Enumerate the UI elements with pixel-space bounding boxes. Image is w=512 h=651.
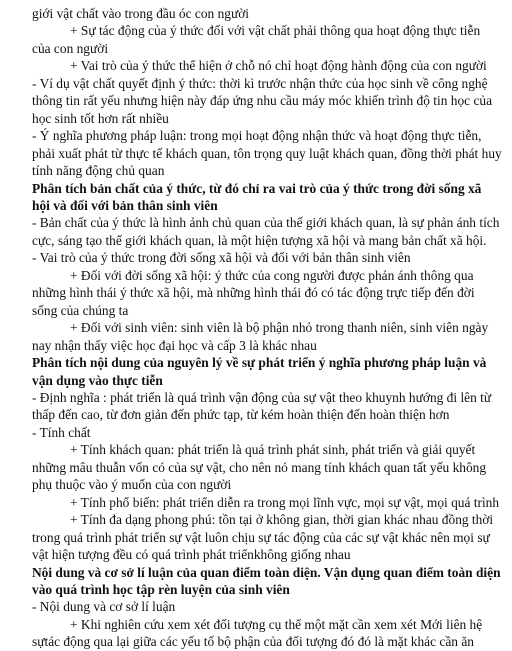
- paragraph: - Nội dung và cơ sở lí luận: [32, 599, 176, 615]
- section-heading: Phân tích bản chất của ý thức, từ đó chỉ ra vai trò của ý thức trong đời sống xã hội và đối với bản thân sinh viên: [32, 180, 482, 213]
- paragraph: - Tính chất: [32, 424, 91, 440]
- section-heading: Nội dung và cơ sở lí luận của quan điểm toàn diện. Vận dụng quan điểm toàn diện vào quá trình học tập rèn luyện của sinh viên: [32, 564, 501, 597]
- bullet-paragraph: + Tính khách quan: phát triển là quá trình phát sinh, phát triển và giải quyết những mâu thuẫn vốn có của sự vật, cho nên nó mang tính khách quan tất yếu không phụ thuộc vào ý muốn của con người: [32, 442, 487, 493]
- paragraph: - Bản chất của ý thức là hình ảnh chủ quan của thế giới khách quan, là sự phản ánh tích cực, sáng tạo thế giới khách quan, là một hiện tượng xã hội và mang bản chất xã hội.: [32, 215, 500, 248]
- paragraph: - Ví dụ vật chất quyết định ý thức: thời kì trước nhận thức của học sinh về công nghệ thông tin rất yếu nhưng hiện này đáp ứng nhu cầu máy móc khiến trình độ tin học của học sinh tốt hơn rất nhiều: [32, 75, 493, 126]
- bullet-paragraph: + Vai trò của ý thức thể hiện ở chỗ nó chỉ hoạt động hành động của con người: [70, 58, 487, 74]
- bullet-paragraph: + Đối với đời sống xã hội: ý thức của cong người được phản ánh thông qua những hình thái ý thức xã hội, mà những hình thái đó có tác động trực tiếp đến đời sống của chúng ta: [32, 267, 475, 318]
- bullet-paragraph: + Tính đa dạng phong phú: tồn tại ở không gian, thời gian khác nhau đồng thời trong quá trình phát triển sự vật luôn chịu sự tác động của các sự vật khác nên mọi sự vật hiện tượng đều có quá trình phát triểnkhông giống nhau: [32, 512, 494, 563]
- bullet-paragraph: + Sự tác động của ý thức đối với vật chất phải thông qua hoạt động thực tiễn của con người: [32, 23, 481, 56]
- paragraph: - Định nghĩa : phát triển là quá trình vận động của sự vật theo khuynh hướng đi lên từ thấp đến cao, từ đơn giản đến phức tạp, từ kém hoàn thiện đến hoàn thiện hơn: [32, 389, 492, 423]
- section-heading: Phân tích nội dung của nguyên lý về sự phát triển ý nghĩa phương pháp luận và vận dụng vào thực tiễn: [32, 355, 487, 388]
- paragraph: giới vật chất vào trong đầu óc con người: [32, 6, 250, 21]
- paragraph: - Ý nghĩa phương pháp luận: trong mọi hoạt động nhận thức và hoạt động thực tiễn, phải xuất phát từ thực tế khách quan, tôn trọng quy luật khách quan, đồng thời phát huy tính năng động chủ quan: [32, 128, 502, 179]
- document-body: [32, 5, 502, 651]
- paragraph: - Vai trò của ý thức trong đời sống xã hội và đối với bản thân sinh viên: [32, 250, 411, 266]
- bullet-paragraph: + Khi nghiên cứu xem xét đối tượng cụ thể một mặt cần xem xét Mới liên hệ sựtác động qua lại giữa các yếu tố bộ phận của đối tượng đó đó là mặt khác cần ăn: [32, 616, 483, 650]
- bullet-paragraph: + Tính phổ biến: phát triển diễn ra trong mọi lĩnh vực, mọi sự vật, mọi quá trình: [70, 494, 500, 510]
- bullet-paragraph: + Đối với sinh viên: sinh viên là bộ phận nhỏ trong thanh niên, sinh viên ngày nay nhận thấy việc học đại học và cấp 3 là khác nhau: [32, 320, 489, 353]
